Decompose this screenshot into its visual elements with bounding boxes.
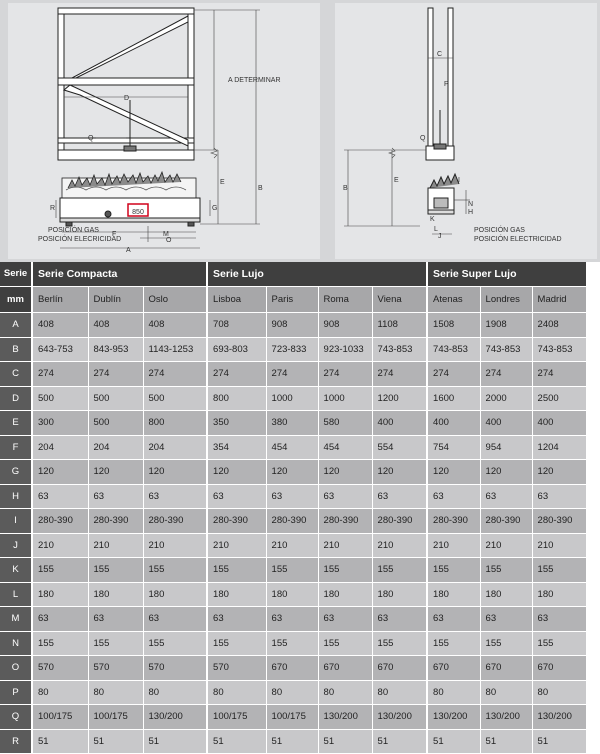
table-cell: 754 [427, 435, 480, 460]
table-cell: 570 [207, 656, 266, 681]
model-header: Viena [372, 287, 427, 313]
table-cell: 155 [372, 631, 427, 656]
table-cell: 155 [318, 631, 372, 656]
corner-serie: Serie [0, 262, 32, 287]
dimensions-table [0, 262, 587, 754]
series-lujo: Serie Lujo [207, 262, 427, 287]
table-cell: 400 [480, 411, 532, 436]
table-cell: 130/200 [318, 705, 372, 730]
table-cell: 210 [427, 533, 480, 558]
dim-F: F [112, 231, 117, 238]
table-cell: 80 [318, 680, 372, 705]
table-row [0, 729, 586, 754]
table-row [0, 386, 586, 411]
table-cell: 274 [88, 362, 143, 387]
table-cell: 408 [32, 313, 88, 338]
table-cell: 63 [318, 484, 372, 509]
table-cell: 180 [318, 582, 372, 607]
table-row [0, 656, 586, 681]
table-cell: 63 [427, 607, 480, 632]
table-cell: 743-853 [532, 337, 586, 362]
series-super-lujo: Serie Super Lujo [427, 262, 586, 287]
table-cell: 643-753 [32, 337, 88, 362]
table-cell: 51 [318, 729, 372, 754]
row-label: B [0, 337, 32, 362]
model-header: Dublín [88, 287, 143, 313]
table-cell: 743-853 [480, 337, 532, 362]
table-cell: 204 [32, 435, 88, 460]
table-cell: 51 [532, 729, 586, 754]
dim-D: D [124, 95, 130, 102]
table-cell: 63 [480, 484, 532, 509]
table-cell: 743-853 [427, 337, 480, 362]
table-cell: 51 [266, 729, 318, 754]
table-cell: 800 [143, 411, 207, 436]
table-cell: 155 [532, 631, 586, 656]
table-cell: 63 [532, 484, 586, 509]
table-cell: 908 [266, 313, 318, 338]
row-label: F [0, 435, 32, 460]
table-cell: 80 [32, 680, 88, 705]
table-row [0, 509, 586, 534]
table-cell: 670 [480, 656, 532, 681]
table-cell: 63 [207, 484, 266, 509]
table-cell: 500 [32, 386, 88, 411]
table-cell: 63 [88, 607, 143, 632]
table-cell: 130/200 [372, 705, 427, 730]
table-cell: 130/200 [143, 705, 207, 730]
table-cell: 204 [143, 435, 207, 460]
table-cell: 180 [480, 582, 532, 607]
base-box [60, 198, 200, 226]
table-cell: 155 [32, 631, 88, 656]
row-label: O [0, 656, 32, 681]
table-cell: 274 [427, 362, 480, 387]
dim-I: I [458, 177, 460, 184]
table-cell: 63 [427, 484, 480, 509]
table-cell: 120 [266, 460, 318, 485]
table-cell: 280-390 [88, 509, 143, 534]
model-header: Madrid [532, 287, 586, 313]
table-cell: 408 [88, 313, 143, 338]
table-cell: 908 [318, 313, 372, 338]
table-cell: 180 [427, 582, 480, 607]
table-cell: 1204 [532, 435, 586, 460]
table-cell: 500 [88, 411, 143, 436]
table-cell: 51 [143, 729, 207, 754]
table-row [0, 631, 586, 656]
table-cell: 51 [480, 729, 532, 754]
table-cell: 80 [532, 680, 586, 705]
table-row [0, 533, 586, 558]
dim-Q: Q [88, 135, 94, 142]
table-row [0, 484, 586, 509]
table-cell: 670 [427, 656, 480, 681]
dim-H: H [468, 209, 474, 216]
table-cell: 80 [143, 680, 207, 705]
table-cell: 280-390 [266, 509, 318, 534]
table-cell: 380 [266, 411, 318, 436]
model-header: Roma [318, 287, 372, 313]
table-cell: 1200 [372, 386, 427, 411]
table-cell: 130/200 [427, 705, 480, 730]
dim-A: A [126, 247, 131, 254]
table-cell: 280-390 [532, 509, 586, 534]
table-cell: 580 [318, 411, 372, 436]
table-cell: 280-390 [427, 509, 480, 534]
table-cell: 63 [532, 607, 586, 632]
table-cell: 274 [480, 362, 532, 387]
table-cell: 63 [266, 607, 318, 632]
table-cell: 120 [318, 460, 372, 485]
table-cell: 210 [480, 533, 532, 558]
table-cell: 120 [372, 460, 427, 485]
model-header-row [0, 287, 586, 313]
table-cell: 155 [207, 631, 266, 656]
table-row [0, 558, 586, 583]
table-cell: 723-833 [266, 337, 318, 362]
row-label: N [0, 631, 32, 656]
dim-G: G [212, 205, 218, 212]
table-cell: 180 [207, 582, 266, 607]
table-cell: 1508 [427, 313, 480, 338]
table-cell: 80 [427, 680, 480, 705]
table-cell: 100/175 [88, 705, 143, 730]
table-cell: 400 [532, 411, 586, 436]
right-margin [586, 262, 600, 743]
dim-R: R [50, 205, 56, 212]
row-label: M [0, 607, 32, 632]
table-cell: 708 [207, 313, 266, 338]
table-row [0, 460, 586, 485]
table-cell: 210 [207, 533, 266, 558]
table-cell: 454 [266, 435, 318, 460]
row-label: G [0, 460, 32, 485]
label-posicion-gas-right: POSICIÓN GAS [474, 227, 525, 234]
table-cell: 800 [207, 386, 266, 411]
table-cell: 274 [266, 362, 318, 387]
table-cell: 1108 [372, 313, 427, 338]
table-cell: 2000 [480, 386, 532, 411]
table-cell: 670 [266, 656, 318, 681]
table-cell: 100/175 [207, 705, 266, 730]
table-cell: 63 [207, 607, 266, 632]
dim-E: E [220, 179, 225, 186]
row-label: Q [0, 705, 32, 730]
table-cell: 180 [266, 582, 318, 607]
table-cell: 155 [32, 558, 88, 583]
table-cell: 693-803 [207, 337, 266, 362]
table-cell: 155 [318, 558, 372, 583]
dim-E-side: E [394, 177, 399, 184]
table-cell: 923-1033 [318, 337, 372, 362]
table-cell: 280-390 [32, 509, 88, 534]
row-label: L [0, 582, 32, 607]
table-cell: 1000 [318, 386, 372, 411]
table-row [0, 337, 586, 362]
table-cell: 63 [318, 607, 372, 632]
table-cell: 120 [532, 460, 586, 485]
table-cell: 280-390 [480, 509, 532, 534]
model-header: Lisboa [207, 287, 266, 313]
model-header: Berlín [32, 287, 88, 313]
series-header-row [0, 262, 586, 287]
dim-B-side: B [343, 185, 348, 192]
dim-M: M [163, 231, 169, 238]
model-header: Paris [266, 287, 318, 313]
table-cell: 204 [88, 435, 143, 460]
table-cell: 180 [88, 582, 143, 607]
model-header: Londres [480, 287, 532, 313]
table-cell: 51 [207, 729, 266, 754]
table-cell: 51 [88, 729, 143, 754]
table-cell: 210 [372, 533, 427, 558]
table-cell: 210 [532, 533, 586, 558]
table-cell: 570 [88, 656, 143, 681]
table-cell: 400 [372, 411, 427, 436]
table-cell: 80 [266, 680, 318, 705]
table-row [0, 582, 586, 607]
table-cell: 120 [32, 460, 88, 485]
table-row [0, 705, 586, 730]
table-cell: 130/200 [532, 705, 586, 730]
table-cell: 670 [372, 656, 427, 681]
row-label: I [0, 509, 32, 534]
table-cell: 743-853 [372, 337, 427, 362]
table-cell: 2408 [532, 313, 586, 338]
table-cell: 80 [207, 680, 266, 705]
row-label: D [0, 386, 32, 411]
table-cell: 80 [372, 680, 427, 705]
table-cell: 180 [372, 582, 427, 607]
row-label: H [0, 484, 32, 509]
table-cell: 155 [88, 631, 143, 656]
table-cell: 454 [318, 435, 372, 460]
table-cell: 274 [372, 362, 427, 387]
table-cell: 954 [480, 435, 532, 460]
dim-N: N [468, 201, 474, 208]
table-cell: 180 [532, 582, 586, 607]
table-cell: 354 [207, 435, 266, 460]
table-cell: 274 [318, 362, 372, 387]
table-cell: 210 [32, 533, 88, 558]
dim-C: C [437, 51, 443, 58]
table-cell: 100/175 [32, 705, 88, 730]
table-cell: 155 [427, 631, 480, 656]
table-cell: 51 [32, 729, 88, 754]
corner-mm: mm [0, 287, 32, 313]
table-cell: 670 [318, 656, 372, 681]
table-cell: 274 [532, 362, 586, 387]
table-cell: 51 [427, 729, 480, 754]
table-cell: 155 [480, 558, 532, 583]
table-cell: 155 [143, 631, 207, 656]
table-row [0, 607, 586, 632]
row-label: P [0, 680, 32, 705]
table-cell: 274 [143, 362, 207, 387]
table-cell: 180 [143, 582, 207, 607]
table-cell: 670 [532, 656, 586, 681]
table-cell: 554 [372, 435, 427, 460]
dim-L: L [434, 226, 438, 233]
table-cell: 350 [207, 411, 266, 436]
row-label: C [0, 362, 32, 387]
table-cell: 155 [88, 558, 143, 583]
table-cell: 63 [372, 607, 427, 632]
table-cell: 843-953 [88, 337, 143, 362]
row-label: K [0, 558, 32, 583]
box-label: 850 [132, 209, 144, 216]
label-a-determinar: A DETERMINAR [228, 77, 281, 84]
label-posicion-electricidad-right: POSICIÓN ELECTRICIDAD [474, 236, 562, 243]
series-compacta: Serie Compacta [32, 262, 207, 287]
table-cell: 500 [88, 386, 143, 411]
table-cell: 210 [143, 533, 207, 558]
technical-drawing [0, 0, 600, 262]
table-cell: 63 [372, 484, 427, 509]
dim-K: K [430, 216, 435, 223]
table-cell: 155 [372, 558, 427, 583]
table-cell: 570 [32, 656, 88, 681]
label-posicion-electricidad-left: POSICIÓN ELECRICIDAD [38, 236, 122, 243]
dim-O: O [166, 237, 172, 244]
table-cell: 63 [32, 607, 88, 632]
table-cell: 155 [143, 558, 207, 583]
table-cell: 80 [88, 680, 143, 705]
dim-Q-side: Q [420, 135, 426, 142]
row-label: J [0, 533, 32, 558]
table-cell: 80 [480, 680, 532, 705]
model-header: Oslo [143, 287, 207, 313]
table-cell: 63 [266, 484, 318, 509]
table-cell: 155 [207, 558, 266, 583]
table-cell: 280-390 [372, 509, 427, 534]
table-row [0, 411, 586, 436]
table-cell: 500 [143, 386, 207, 411]
table-cell: 120 [207, 460, 266, 485]
table-cell: 1908 [480, 313, 532, 338]
table-cell: 130/200 [480, 705, 532, 730]
table-cell: 120 [143, 460, 207, 485]
table-cell: 280-390 [143, 509, 207, 534]
table-cell: 1000 [266, 386, 318, 411]
table-cell: 155 [427, 558, 480, 583]
table-cell: 120 [88, 460, 143, 485]
table-cell: 210 [88, 533, 143, 558]
dim-J: J [438, 233, 442, 240]
row-label: R [0, 729, 32, 754]
table-cell: 1600 [427, 386, 480, 411]
table-cell: 210 [318, 533, 372, 558]
table-cell: 180 [32, 582, 88, 607]
drawing-svg [0, 0, 600, 262]
table-cell: 408 [143, 313, 207, 338]
table-cell: 63 [143, 484, 207, 509]
table-cell: 155 [266, 558, 318, 583]
table-cell: 100/175 [266, 705, 318, 730]
table-cell: 120 [427, 460, 480, 485]
table-cell: 570 [143, 656, 207, 681]
table-cell: 280-390 [318, 509, 372, 534]
table-cell: 155 [532, 558, 586, 583]
table-cell: 63 [32, 484, 88, 509]
table-cell: 400 [427, 411, 480, 436]
table-row [0, 362, 586, 387]
table-cell: 1143-1253 [143, 337, 207, 362]
table-cell: 120 [480, 460, 532, 485]
table-cell: 280-390 [207, 509, 266, 534]
dim-B: B [258, 185, 263, 192]
row-label: A [0, 313, 32, 338]
row-label: E [0, 411, 32, 436]
table-cell: 51 [372, 729, 427, 754]
table-cell: 63 [480, 607, 532, 632]
table-row [0, 435, 586, 460]
table-row [0, 680, 586, 705]
table-cell: 300 [32, 411, 88, 436]
model-header: Atenas [427, 287, 480, 313]
table-cell: 155 [266, 631, 318, 656]
table-cell: 2500 [532, 386, 586, 411]
table-cell: 63 [143, 607, 207, 632]
label-posicion-gas-left: POSICIÓN GAS [48, 227, 99, 234]
table-cell: 155 [480, 631, 532, 656]
table-cell: 63 [88, 484, 143, 509]
table-row [0, 313, 586, 338]
table-cell: 274 [207, 362, 266, 387]
table-cell: 274 [32, 362, 88, 387]
table-body [0, 313, 586, 754]
table-cell: 210 [266, 533, 318, 558]
dim-P: P [444, 81, 449, 88]
